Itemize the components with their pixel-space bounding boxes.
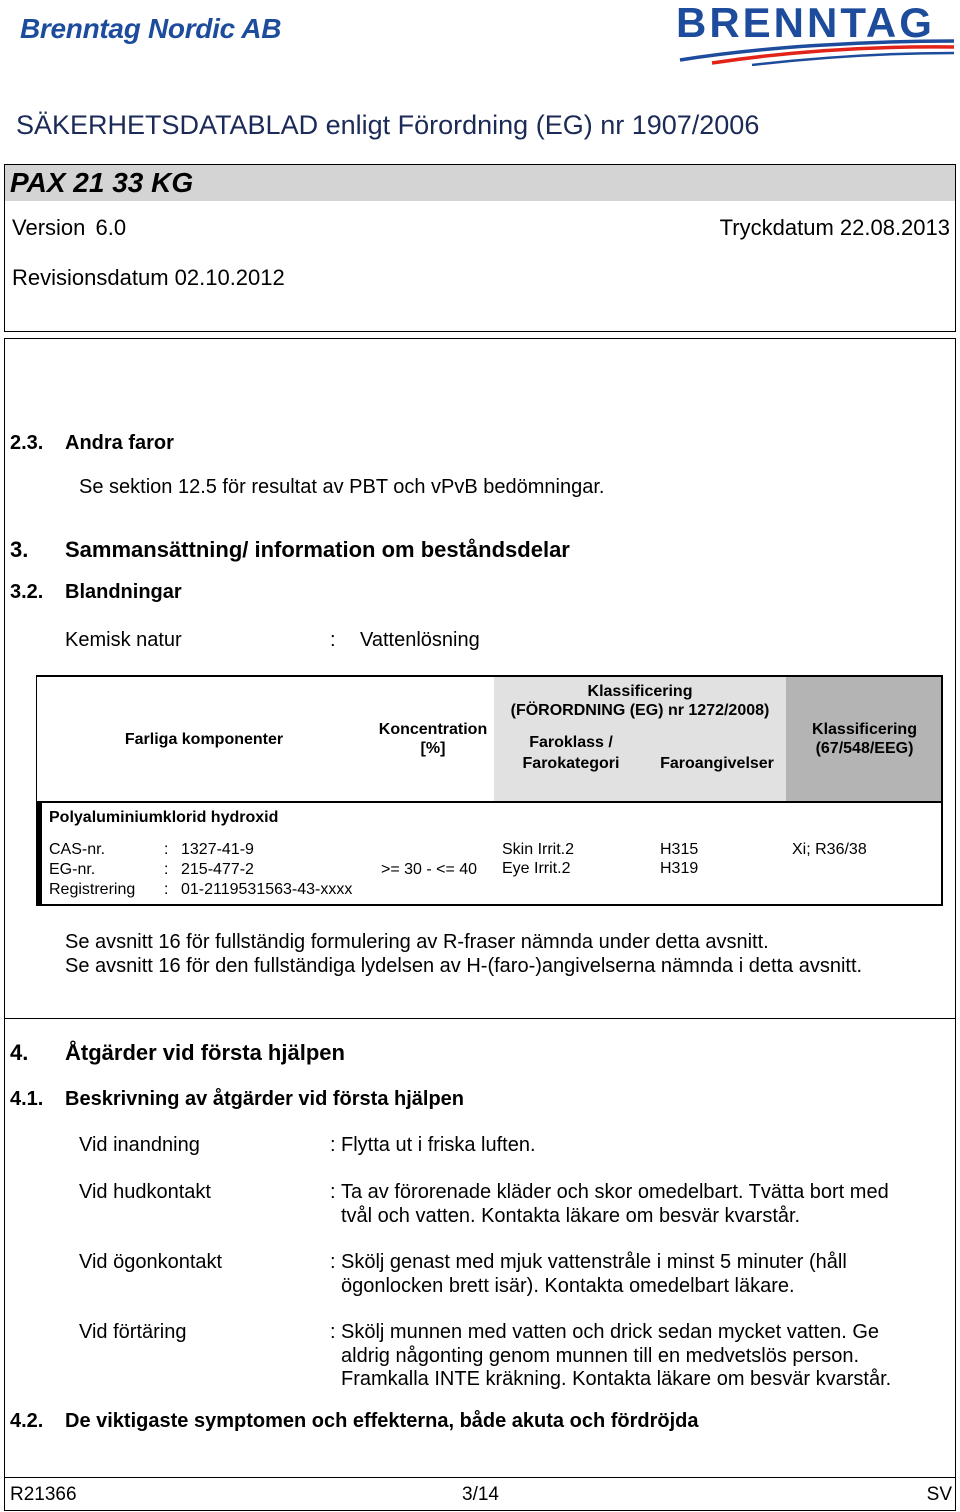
print-date-label: Tryckdatum <box>719 215 834 240</box>
section-3-number: 3. <box>10 537 29 562</box>
product-name: PAX 21 33 KG <box>10 167 194 198</box>
print-date-value: 22.08.2013 <box>839 215 950 240</box>
note-r-phrases: Se avsnitt 16 för fullständig formulering av R-fraser nämnda under detta avsnitt. <box>65 931 769 953</box>
header-component-label: Farliga komponenter <box>124 730 284 748</box>
header-cell-concentration <box>372 677 494 801</box>
company-logo: Brenntag Nordic AB <box>20 13 282 44</box>
section-2-3-title: Andra faror <box>65 432 174 454</box>
header-cell-component <box>36 677 372 801</box>
section-3-2-title: Blandningar <box>65 581 182 603</box>
brenntag-logo <box>672 0 956 66</box>
first-aid-label: Vid ögonkontakt <box>79 1251 223 1273</box>
hazard-statement-value: H315 <box>660 841 699 858</box>
identifier-value: 1327-41-9 <box>181 841 254 858</box>
hazard-class-value: Eye Irrit.2 <box>502 860 571 877</box>
revision-date-row <box>12 265 285 291</box>
first-aid-text-line: tvål och vatten. Kontakta läkare om besvär kvarstår. <box>341 1204 801 1227</box>
chemical-nature-label: Kemisk natur <box>65 629 182 651</box>
section-2-3-number: 2.3. <box>10 432 44 454</box>
chemical-nature-value: Vattenlösning <box>360 629 480 651</box>
dsd-classification-value: Xi; R36/38 <box>792 841 867 858</box>
first-aid-text-line: Skölj munnen med vatten och drick sedan mycket vatten. Ge <box>341 1321 880 1343</box>
identifier-separator: : <box>164 861 169 878</box>
first-aid-separator: : <box>330 1181 336 1203</box>
first-aid-label: Vid hudkontakt <box>79 1181 211 1203</box>
first-aid-text <box>341 1181 889 1228</box>
footer-language: SV <box>926 1484 952 1505</box>
first-aid-text-line: Framkalla INTE kräkning. Kontakta läkare om besvär kvarstår. <box>341 1368 892 1390</box>
hazard-class-value: Skin Irrit.2 <box>502 841 575 858</box>
table-border-bottom <box>36 904 943 906</box>
section-4-title: Åtgärder vid första hjälpen <box>65 1040 345 1065</box>
first-aid-separator: : <box>330 1134 336 1156</box>
footer-page-number: 3/14 <box>462 1484 499 1505</box>
header-hazard-class: Faroklass / Farokategori <box>522 734 620 772</box>
first-aid-text-line: ögonlocken brett isär). Kontakta omedelbart läkare. <box>341 1274 795 1297</box>
header-cell-dsd <box>786 677 943 801</box>
section-2-3-text: Se sektion 12.5 för resultat av PBT och vPvB bedömningar. <box>79 476 605 498</box>
brenntag-logo-wordmark: BRENNTAG <box>676 0 935 46</box>
brenntag-logo-swoosh <box>672 38 956 66</box>
identifier-separator: : <box>164 841 169 858</box>
first-aid-text-line: Ta av förorenade kläder och skor omedelbart. Tvätta bort med <box>341 1181 889 1203</box>
section-divider <box>4 1018 956 1019</box>
first-aid-text <box>341 1134 536 1158</box>
version-row <box>12 215 126 241</box>
hazard-statement-value: H319 <box>660 860 699 877</box>
section-4-number: 4. <box>10 1040 29 1065</box>
section-4-1-number: 4.1. <box>10 1088 44 1110</box>
component-name: Polyaluminiumklorid hydroxid <box>49 809 279 826</box>
print-date-row <box>720 215 950 241</box>
first-aid-separator: : <box>330 1321 336 1343</box>
body-frame <box>4 338 956 1478</box>
section-3-title: Sammansättning/ information om beståndsdelar <box>65 537 570 562</box>
document-title: SÄKERHETSDATABLAD enligt Förordning (EG) nr 1907/2006 <box>16 110 760 140</box>
identifier-value: 01-2119531563-43-xxxx <box>181 881 353 898</box>
concentration-value: >= 30 - <= 40 <box>381 861 478 878</box>
header-concentration-label: Koncentration [%] <box>378 721 488 757</box>
identifier-separator: : <box>164 881 169 898</box>
section-4-1-title: Beskrivning av åtgärder vid första hjälpen <box>65 1088 465 1110</box>
chemical-nature-separator: : <box>330 629 336 651</box>
footer-document-id: R21366 <box>10 1484 77 1505</box>
first-aid-text <box>341 1321 891 1392</box>
version-label: Version <box>12 215 86 240</box>
version-value: 6.0 <box>95 215 127 240</box>
identifier-label: EG-nr. <box>49 861 96 878</box>
identifier-label: Registrering <box>49 881 136 898</box>
revision-date-label: Revisionsdatum <box>12 265 169 290</box>
table-row-left-bar <box>36 802 42 906</box>
revision-date-value: 02.10.2012 <box>174 265 285 290</box>
section-4-2-number: 4.2. <box>10 1410 44 1432</box>
header-clp-regulation: (FÖRORDNING (EG) nr 1272/2008) <box>510 702 770 719</box>
first-aid-text-line: Flytta ut i friska luften. <box>341 1134 536 1156</box>
section-4-2-title: De viktigaste symptomen och effekterna, både akuta och fördröjda <box>65 1410 699 1432</box>
section-3-2-number: 3.2. <box>10 581 44 603</box>
table-header-divider <box>36 801 943 803</box>
header-hazard-statements: Faroangivelser <box>660 755 774 772</box>
identifier-value: 215-477-2 <box>181 861 254 878</box>
first-aid-text-line: aldrig någonting genom munnen till en medvetslös person. <box>341 1344 860 1367</box>
first-aid-separator: : <box>330 1251 336 1273</box>
identifier-label: CAS-nr. <box>49 841 106 858</box>
header-cell-clp <box>494 682 786 720</box>
header-dsd-label: Klassificering (67/548/EEG) <box>812 721 917 757</box>
first-aid-text <box>341 1251 847 1298</box>
first-aid-label: Vid inandning <box>79 1134 200 1156</box>
first-aid-label: Vid förtäring <box>79 1321 187 1343</box>
note-h-statements: Se avsnitt 16 för den fullständiga lydelsen av H-(faro-)angivelserna nämnda i detta avsnitt. <box>65 955 863 977</box>
first-aid-text-line: Skölj genast med mjuk vattenstråle i minst 5 minuter (håll <box>341 1251 847 1273</box>
header-clp-title: Klassificering <box>587 683 693 700</box>
